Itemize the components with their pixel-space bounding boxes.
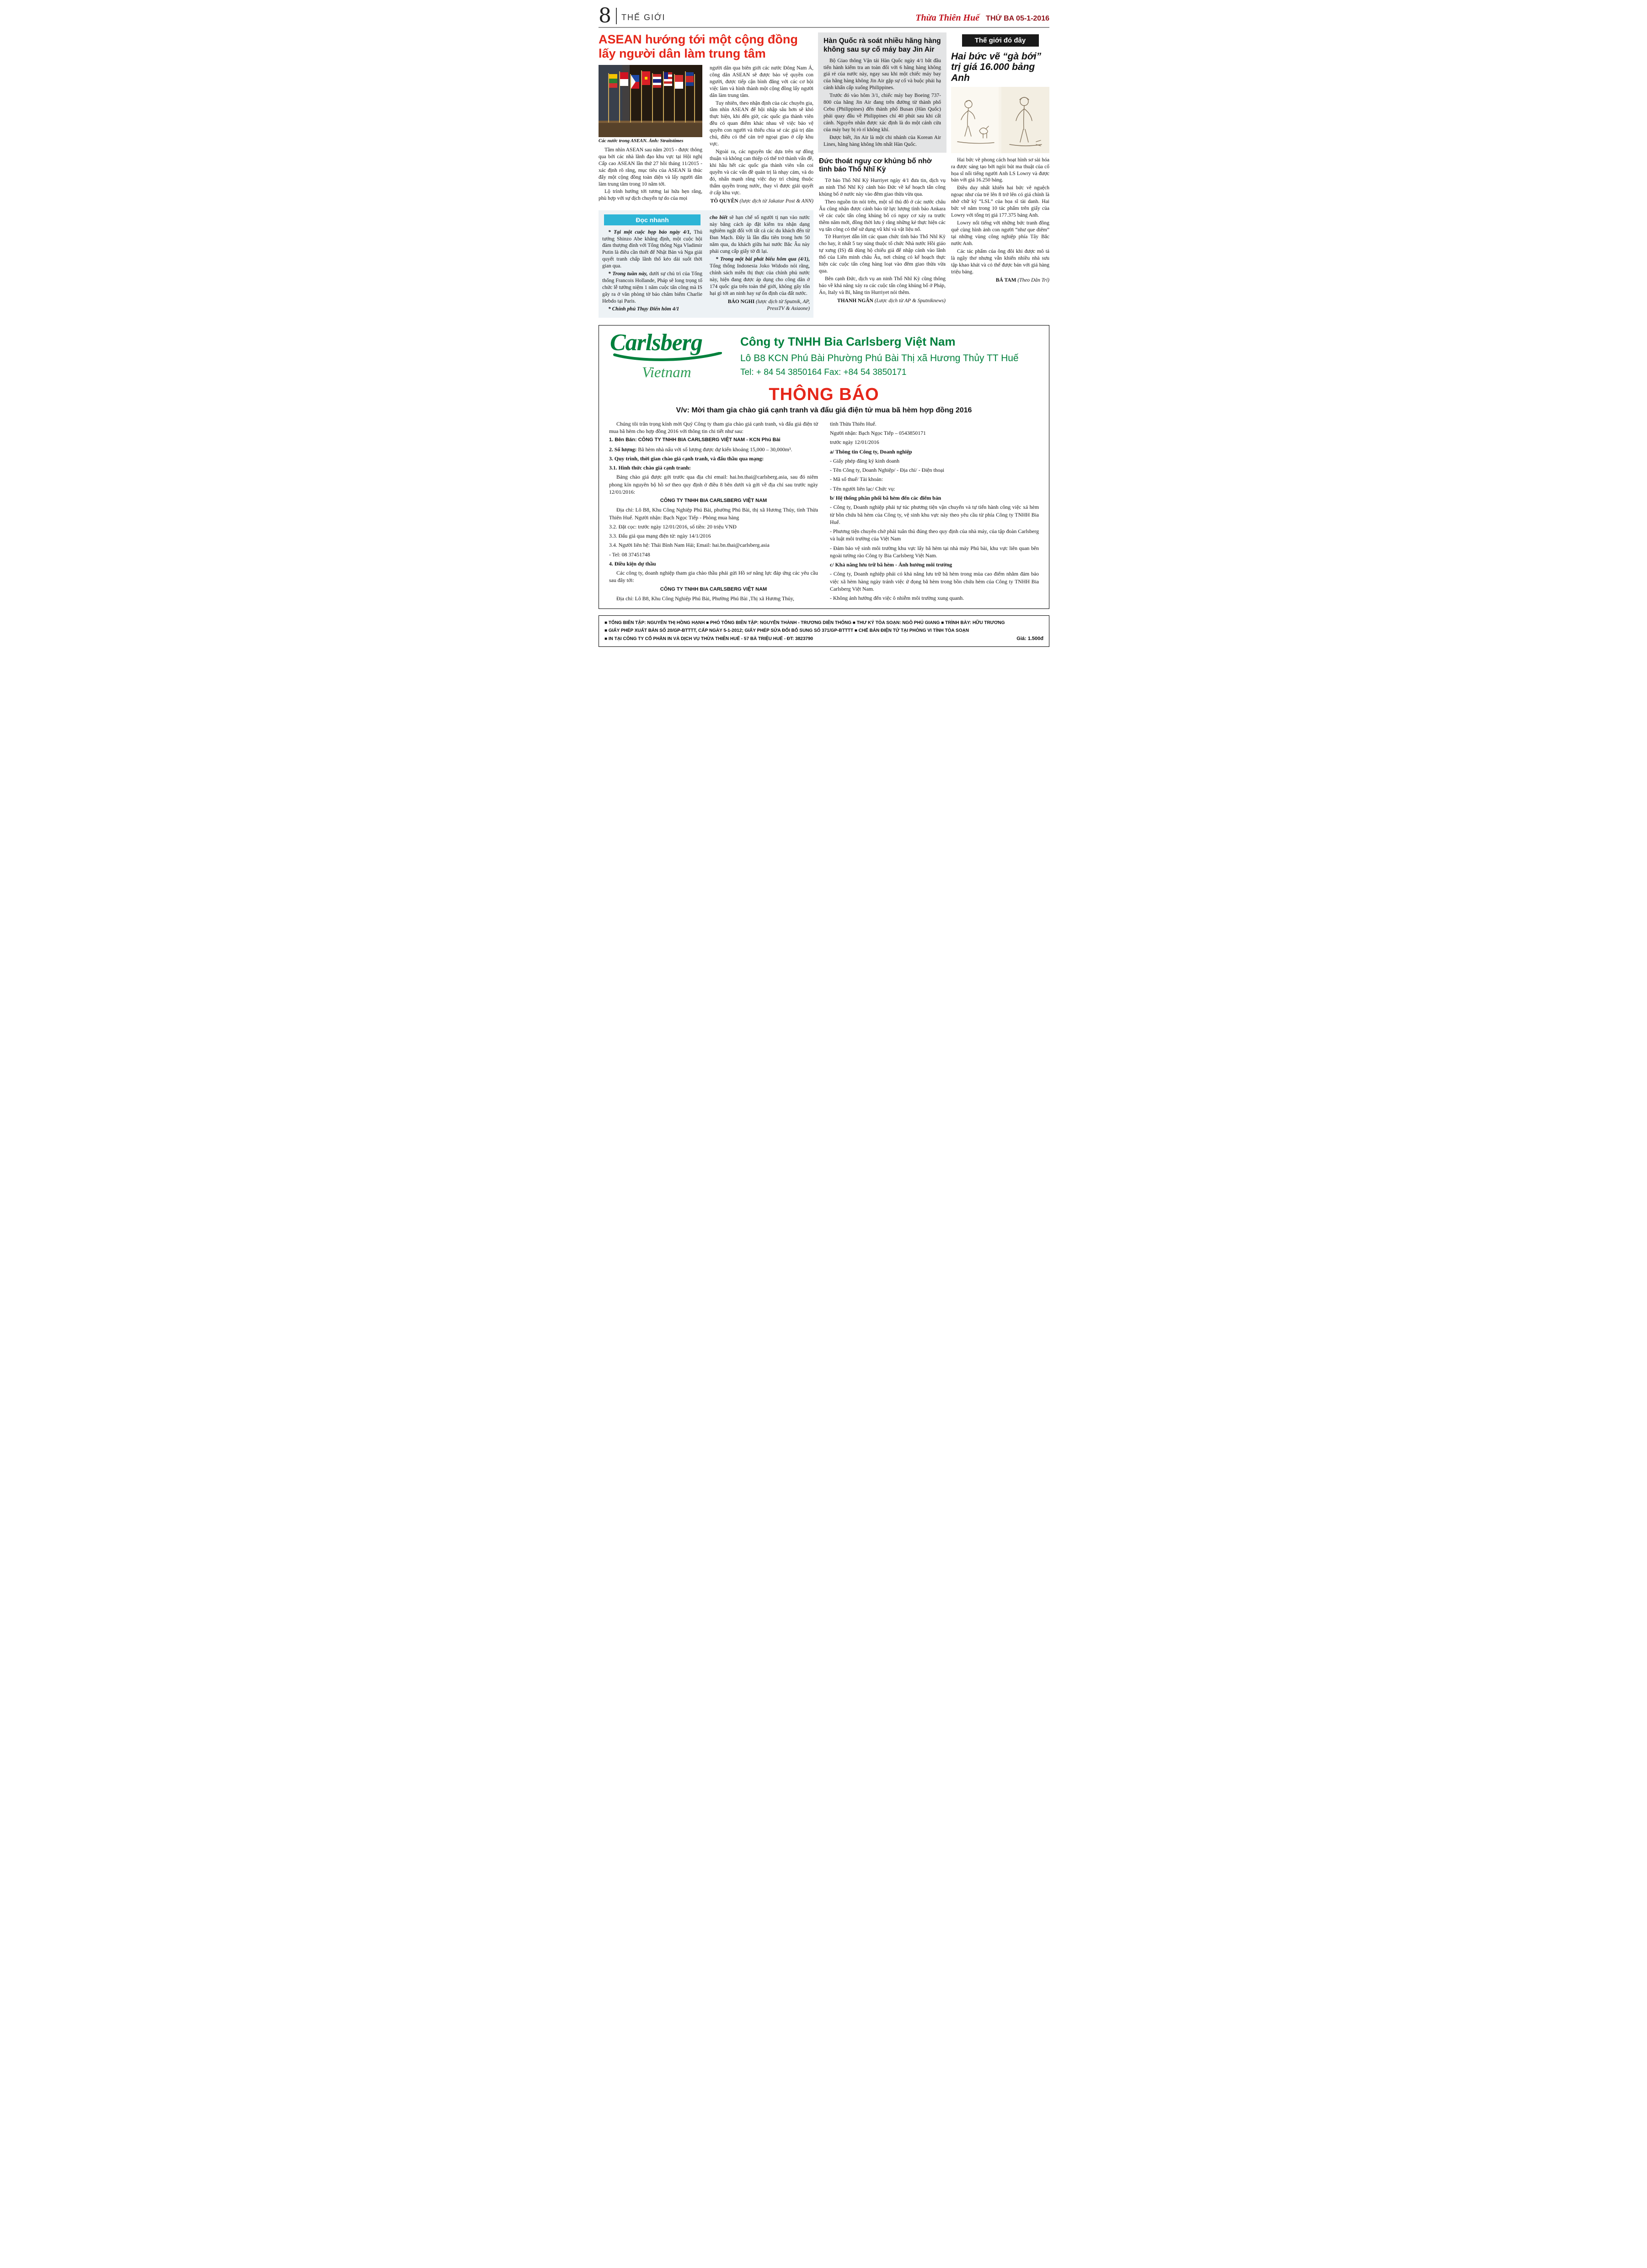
paragraph: Tờ báo Thổ Nhĩ Kỳ Hurriyet ngày 4/1 đưa tin, dịch vụ an ninh Thổ Nhĩ Kỳ cảnh báo Đức về kế hoạch tấn công khủng bố ở nước này vào đêm giao thừa vừa qua.: [819, 177, 946, 197]
asean-column-1: [599, 65, 702, 205]
world-corner-byline: [951, 277, 1049, 284]
paragraph: * Chính phủ Thụy Điển hôm 4/1: [608, 306, 679, 312]
byline-source: (Lược dịch từ AP & Sputniknews): [874, 298, 946, 304]
paragraph: Theo nguồn tin nói trên, một số thủ đô ở các nước châu Âu cũng nhận được cảnh báo từ lực lượng tình báo Ankara về các cuộc tấn công khủng bố có nguy cơ xảy ra trước thềm năm mới, đồng thời lưu ý rằng những kẻ thực hiện các vụ tấn công có thể sử dụng vũ khí và vật liệu nổ.: [819, 199, 946, 232]
korea-headline: Hàn Quốc rà soát nhiều hãng hàng không sau sự cố máy bay Jin Air: [824, 37, 941, 53]
paragraph: - Tên Công ty, Doanh Nghiệp/ - Địa chỉ/ - Điện thoại: [830, 467, 944, 474]
paragraph: Điều duy nhất khiến hai bức vẽ nguệch ngoạc như của trẻ lên 8 trở lên có giá chính là nhờ chữ ký “LSL” của họa sĩ tài danh. Hai bức vẽ nằm trong 10 tác phẩm trên giấy của Lowry với tổng trị giá 177.375 bảng Anh.: [951, 185, 1049, 219]
newspaper-name: Thừa Thiên Huế: [915, 13, 980, 23]
byline-source: (lược dịch từ Sputnik, AP, PressTV & Asiaone): [756, 299, 810, 311]
paragraph: 1. Bên Bán: CÔNG TY TNHH BIA CARLSBERG VIỆT NAM - KCN Phú Bài: [609, 437, 781, 443]
korea-text: [824, 58, 941, 148]
notice-col2: [830, 420, 1039, 604]
asean-text-col2: [710, 65, 813, 197]
colophon-line-3-row: [604, 635, 1043, 643]
carlsberg-logo-vietnam: Vietnam: [642, 364, 691, 381]
notice-title: THÔNG BÁO: [769, 384, 879, 404]
carlsberg-ad: [599, 325, 1049, 609]
colophon-line-3: ■ IN TẠI CÔNG TY CỔ PHẦN IN VÀ DỊCH VỤ THỪA THIÊN HUẾ - 57 BÀ TRIỆU HUẾ - ĐT: 3823790: [604, 636, 813, 642]
paragraph: - Mã số thuế/ Tài khoản:: [830, 476, 883, 483]
paragraph: 3.3. Đấu giá qua mạng điện tử: ngày 14/1/2016: [609, 533, 711, 539]
world-corner-headline: Hai bức vẽ “gà bới” trị giá 16.000 bảng Anh: [951, 51, 1042, 83]
paragraph: - Tel: 08 37451748: [609, 551, 650, 558]
logo-swoosh-icon: [613, 352, 722, 362]
paragraph: 3. Quy trình, thời gian chào giá cạnh tranh, và đấu thầu qua mạng:: [609, 455, 764, 462]
asean-article: [599, 32, 813, 317]
paragraph: Hai bức vẽ phong cách hoạt hình sơ sài hóa ra được sáng tạo bởi ngòi bút ma thuật của cố họa sĩ nổi tiếng người Anh LS Lowry và được bán với giá 16.250 bảng.: [951, 157, 1049, 183]
notice-body: [605, 420, 1043, 604]
quick-read-box: [599, 210, 813, 318]
paragraph: Lowry nổi tiếng với những bức tranh đồng quê cùng hình ảnh con người “như que diêm” tại những vùng công nghiệp phía Tây Bắc nước Anh.: [951, 220, 1049, 246]
paragraph: 4. Điều kiện dự thầu: [609, 560, 656, 567]
page-header: [599, 4, 1049, 28]
paragraph: a/ Thông tin Công ty, Doanh nghiệp: [830, 448, 912, 455]
paragraph: * Tại một cuộc họp báo ngày 4/1, Thủ tướng Shinzo Abe khẳng định, một cuộc hội đàm thượng đỉnh với Tổng thống Nga Vladimir Putin là điều cần thiết để Nhật Bản và Nga giải quyết tranh chấp lãnh thổ kéo dài suốt thời gian qua.: [602, 229, 702, 269]
paragraph: người dân qua biên giới các nước Đông Nam Á, công dân ASEAN sẽ được bảo vệ quyền con người, được tiếp cận bình đẳng với các cơ hội việc làm và hình thành một cộng đồng lấy người dân làm trung tâm.: [710, 65, 813, 98]
paragraph: Tuy nhiên, theo nhận định của các chuyên gia, tầm nhìn ASEAN để hội nhập sâu hơn sẽ khó thực hiện, khi đến giờ, các quốc gia thành viên đều có quan điểm khác nhau về việc bảo vệ quyền con người và thiếu chia sẻ các giá trị dân chủ, điều có thể cản trở ngoại giao ở cấp khu vực.: [710, 100, 813, 147]
byline-author: TÔ QUYÊN: [710, 198, 738, 204]
asean-headline: ASEAN hướng tới một cộng đồng lấy người dân làm trung tâm: [599, 32, 798, 60]
paragraph: CÔNG TY TNHH BIA CARLSBERG VIỆT NAM: [660, 498, 767, 504]
paragraph: - Công ty, Doanh nghiệp phải có khả năng lưu trữ bã hèm trong mùa cao điểm nhằm đảm bảo việc xã hèm hàng ngày tránh việc ứ đọng bã hèm trong bồn chứa hèm của Công ty TNHH Bia Carlsberg Việt Nam.: [830, 571, 1039, 592]
paragraph: Tờ Hurriyet dẫn lời các quan chức tình báo Thổ Nhĩ Kỳ cho hay, ít nhất 5 tay súng thuộc tổ chức Nhà nước Hồi giáo tự xưng (IS) đã dùng hộ chiếu giả để nhập cảnh vào lãnh thổ của Liên minh châu Âu, nơi chúng có kế hoạch thực hiện các cuộc tấn công hàng loạt vào đêm giao thừa vừa qua.: [819, 234, 946, 274]
paragraph: - Phương tiện chuyên chở phải tuân thủ đúng theo quy định của nhà máy, của tập đoàn Carlsberg và luật môi trường của Việt Nam: [830, 528, 1039, 542]
paragraph: - Đảm bảo vệ sinh môi trường khu vực lấy bã hèm tại nhà máy Phú bài, khu vực liên quan bên ngoài tường rào Công ty Bia Carlsberg Việt Nam.: [830, 544, 1039, 559]
quick-read-items-1: [602, 229, 702, 313]
news-section: [599, 32, 1049, 317]
paragraph: Lộ trình hướng tới tương lai hứa hẹn rằng, phù hợp với sự dịch chuyển tự do của mọi: [599, 189, 702, 202]
carlsberg-logo-word: Carlsberg: [610, 329, 702, 356]
header-right: [915, 13, 1049, 24]
paragraph: Các tác phẩm của ông đôi khi được mô tả là ngây thơ nhưng vẫn khiến nhiều nhà sưu tập khao khát và có thể được bán với giá hàng triệu bảng.: [951, 248, 1049, 275]
world-corner: [951, 32, 1049, 283]
middle-column: [818, 32, 946, 304]
header-left: [599, 4, 666, 27]
paragraph: 3.1. Hình thức chào giá cạnh tranh:: [609, 464, 691, 471]
asean-byline: [710, 198, 813, 205]
paragraph: Chúng tôi trân trọng kính mời Quý Công ty tham gia chào giá cạnh tranh, và đấu giá điện tử mua bã hèm cho hợp đồng 2016 với thông tin chi tiết như sau:: [609, 420, 818, 435]
byline-author: BÁ TAM: [995, 277, 1016, 283]
newspaper-page: [563, 0, 1084, 655]
paragraph: - Công ty, Doanh nghiệp phải tự túc phương tiện vận chuyển và tự tiến hành công việc xả hèm từ bồn chứa bã hèm của Công ty, vệ sinh khu vực này theo yêu cầu từ phía Công ty TNHH Bia Huế.: [830, 504, 1039, 525]
page-number: 8: [599, 4, 611, 27]
germany-headline: Đức thoát nguy cơ khủng bố nhờ tình báo Thổ Nhĩ Kỳ: [819, 157, 932, 174]
germany-article: [818, 157, 946, 304]
paragraph: 3.2. Đặt cọc: trước ngày 12/01/2016, số tiền: 20 triệu VNĐ: [609, 523, 737, 530]
paragraph: b/ Hệ thống phân phối bã hèm đến các điểm bán: [830, 494, 941, 501]
quick-read-items-2: [710, 214, 810, 297]
notice-subject: V/v: Mời tham gia chào giá cạnh tranh và đấu giá điện tử mua bã hèm hợp đồng 2016: [676, 406, 972, 414]
paragraph: Trước đó vào hôm 3/1, chiếc máy bay Boeing 737-800 của hãng Jin Air đang trên đường từ thành phố Cebu (Philippines) đến thành phố Busan (Hàn Quốc) phải quay đầu về Philippines chỉ 40 phút sau khi cất cánh. Nguyên nhân được xác định là do một cánh cửa của máy bay bị rò rỉ không khí.: [824, 93, 941, 133]
colophon-line-2: ■ GIẤY PHÉP XUẤT BẢN SỐ 20/GP-BTTTT, CẤP NGÀY 5-1-2012; GIẤY PHÉP SỬA ĐỔI BỔ SUNG SỐ 371/GP-BTTTT ■ CHẾ BẢN ĐIỆN TỬ TẠI PHÒNG VI TÍNH TÒA SOẠN: [604, 628, 969, 634]
byline-source: (Theo Dân Trí): [1017, 277, 1049, 283]
colophon: [599, 615, 1049, 647]
asean-flags-photo: [599, 65, 702, 137]
quick-read-col2: [710, 214, 810, 314]
quick-read-byline: [710, 299, 810, 312]
issue-date: THỨ BA 05-1-2016: [986, 15, 1049, 23]
asean-text-col1: [599, 147, 702, 203]
paragraph: Bên cạnh Đức, dịch vụ an ninh Thổ Nhĩ Kỳ cũng thông báo về khả năng xảy ra các cuộc tấn công khủng bố ở Pháp, Áo, Italy và Bỉ, hãng tin Hurriyet nói thêm.: [819, 276, 946, 295]
byline-author: THANH NGÂN: [837, 298, 873, 304]
paragraph: Tầm nhìn ASEAN sau năm 2015 - được thông qua bởi các nhà lãnh đạo khu vực tại Hội nghị Cấp cao ASEAN lần thứ 27 hồi tháng 11/2015 - xác định rõ rằng, mục tiêu của ASEAN là thúc đẩy một cộng đồng toàn diện và lấy người dân làm trung tâm trong 10 năm tới.: [599, 147, 702, 187]
paragraph: Bảng chào giá được gởi trước qua địa chỉ email: hai.bn.thai@carlsberg.asia, sau đó niêm phong kín nguyên bộ hồ sơ theo quy định ở điều 8 bên dưới và gởi về địa chỉ sau trước ngày 12/01/2016:: [609, 474, 818, 495]
quick-read-title: Đọc nhanh: [604, 214, 701, 225]
sketch-illustration: [951, 87, 1049, 153]
asean-column-2: [710, 65, 813, 205]
paragraph: - Không ảnh hưởng đến việc ô nhiễm môi trường xung quanh.: [830, 595, 964, 602]
paragraph: * Trong một bài phát biểu hôm qua (4/1), Tổng thống Indonesia Joko Widodo nói rằng, chính sách miễn thị thực của chính phủ nước này, hiện đang được áp dụng cho công dân ở 174 quốc gia trên toàn thế giới, không gây tổn hại gì tới an ninh hay sự ổn định của đất nước.: [710, 256, 810, 296]
ad-company-name: Công ty TNHH Bia Carlsberg Việt Nam: [740, 334, 956, 348]
paragraph: Địa chỉ: Lô B8, Khu Công Nghiệp Phú Bài, Phường Phú Bài ,Thị xã Hương Thủy,: [616, 595, 794, 602]
paragraph: cho biết sẽ hạn chế số người tị nạn vào nước này bằng cách áp đặt kiểm tra nhận dạng nghiêm ngặt đối với tất cả các du khách đến từ Đan Mạch. Đây là lần đầu tiên trong hơn 50 năm qua, du khách giữa hai nước Bắc Âu này phải cung cấp giấy tờ đi lại.: [710, 214, 810, 255]
byline-author: BẢO NGHI: [727, 299, 755, 304]
paragraph: - Giấy phép đăng ký kinh doanh: [830, 457, 900, 464]
asean-body: [599, 65, 813, 205]
paragraph: Người nhận: Bạch Ngọc Tiếp – 0543850171: [830, 430, 926, 437]
paragraph: - Tên người liên lạc/ Chức vụ:: [830, 485, 895, 492]
world-corner-text: [951, 157, 1049, 276]
byline-source: (lược dịch từ Jakatar Post & ANN): [739, 198, 813, 204]
germany-text: [819, 177, 946, 296]
price-label: Giá: 1.500đ: [1016, 636, 1043, 642]
paragraph: Địa chỉ: Lô B8, Khu Công Nghiệp Phú Bài, phường Phú Bài, thị xã Hương Thủy, tỉnh Thừa Thiên Huế. Người nhận: Bạch Ngọc Tiếp - Phòng mua hàng: [609, 507, 818, 521]
section-title: THẾ GIỚI: [621, 13, 666, 22]
germany-byline: [819, 298, 946, 304]
flags-illustration: [599, 65, 702, 137]
paragraph: Ngoài ra, các nguyên tắc dựa trên sự đồng thuận và không can thiệp có thể trở thành vấn đề, khi hầu hết các quốc gia thành viên vẫn coi quyền và các vấn đề quản trị là nhạy cảm, và do đó, nhấn mạnh rằng việc duy trì chúng thuộc thẩm quyền trong nước, thay vì được giải quyết ở cấp khu vực.: [710, 149, 813, 196]
paragraph: 2. Số lượng: Bã hèm nhà nấu với số lượng được dự kiến khoảng 15,000 – 30,000m³.: [609, 446, 792, 453]
paragraph: trước ngày 12/01/2016: [830, 439, 879, 446]
world-corner-kicker: Thế giới đó đây: [962, 34, 1039, 47]
ad-address: Lô B8 KCN Phú Bài Phường Phú Bài Thị xã Hương Thủy TT Huế: [740, 352, 1019, 363]
paragraph: c/ Khả năng lưu trữ bã hèm - Ảnh hưởng môi trường: [830, 561, 952, 568]
korea-article: [818, 32, 946, 152]
paragraph: tỉnh Thừa Thiên Huế.: [830, 420, 877, 427]
ad-header: [605, 331, 1043, 380]
paragraph: Được biết, Jin Air là một chi nhánh của Korean Air Lines, hãng hàng không lớn nhất Hàn Quốc.: [824, 134, 941, 147]
paragraph: 3.4. Người liên hệ: Thái Bình Nam Hải; Email: hai.bn.thai@carlsberg.asia: [609, 542, 770, 549]
photo-caption: Các nước trong ASEAN. Ảnh: Straitstimes: [599, 138, 684, 144]
quick-read-col1: [602, 214, 702, 314]
paragraph: Bộ Giao thông Vận tải Hàn Quốc ngày 4/1 bắt đầu tiến hành kiểm tra an toàn đối với 6 hãng hàng không giá rẻ của nước này, ngay sau khi một chiếc máy bay của hãng hàng không Jin Air gặp sự cố và buộc phải hạ cánh khẩn cấp xuống Philippines.: [824, 58, 941, 91]
carlsberg-logo: [605, 331, 731, 380]
paragraph: * Trong tuần này, dưới sự chủ trì của Tổng thống Francois Hollande, Pháp sẽ long trọng tổ chức lễ tưởng niệm 1 năm cuộc tấn công mà IS gây ra ở văn phòng tờ báo châm biếm Charlie Hebdo tại Paris.: [602, 271, 702, 304]
notice-col1: [609, 420, 818, 604]
ad-contact-info: [740, 331, 1019, 378]
header-divider: [616, 8, 617, 24]
paragraph: Các công ty, doanh nghiệp tham gia chào thầu phải gửi Hồ sơ năng lực đáp ứng các yêu cầu sau đây tới:: [609, 570, 818, 584]
paragraph: CÔNG TY TNHH BIA CARLSBERG VIỆT NAM: [660, 586, 767, 592]
ad-phone: Tel: + 84 54 3850164 Fax: +84 54 3850171: [740, 367, 907, 377]
lowry-sketch-image: [951, 87, 1049, 153]
colophon-line-1: ■ TỔNG BIÊN TẬP: NGUYỄN THỊ HỒNG HẠNH ■ PHÓ TỔNG BIÊN TẬP: NGUYỄN THÀNH - TRƯƠNG DIÊN THỐNG ■ THƯ KÝ TÒA SOẠN: NGÔ PHÚ GIANG ■ TRÌNH BÀY: HỮU TRƯƠNG: [604, 620, 1005, 626]
